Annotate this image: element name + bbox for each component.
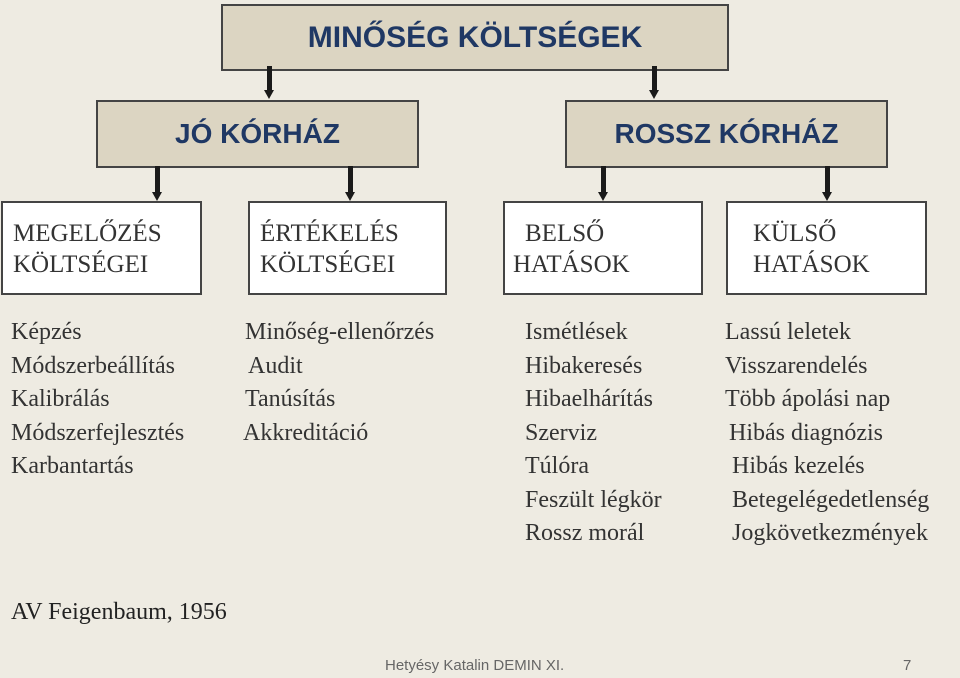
arrow-title-to-bad [649,66,660,100]
list-item: Tanúsítás [245,386,336,412]
prevention-items-list [11,316,184,484]
category-label-line2: KÖLTSÉGEI [13,251,149,278]
page-number: 7 [903,657,912,674]
list-item: Kalibrálás [11,386,110,412]
list-item: Hibaelhárítás [525,386,653,412]
arrow-good-to-appraisal [345,166,356,202]
good-hospital-label: JÓ KÓRHÁZ [175,118,340,149]
category-label-line1: BELSŐ [525,220,605,247]
list-item: Ismétlések [525,319,628,345]
list-item: Karbantartás [11,453,134,479]
appraisal-items-list [245,316,434,450]
internal-effects-list [525,316,662,551]
category-label-line2: HATÁSOK [753,251,870,278]
footer-author: Hetyésy Katalin DEMIN XI. [385,657,565,674]
list-item: Minőség-ellenőrzés [245,319,435,345]
external-effects-list [725,316,929,551]
good-hospital-box [96,100,419,168]
list-item: Betegelégedetlenség [732,486,930,513]
category-appraisal-costs [248,201,447,295]
list-item: Jogkövetkezmények [732,520,928,546]
title-box [221,4,729,71]
category-label-line1: ÉRTÉKELÉS [260,220,399,247]
category-label-line2: HATÁSOK [513,251,630,278]
bad-hospital-label: ROSSZ KÓRHÁZ [614,118,839,149]
list-item: Szerviz [525,419,597,446]
arrow-good-to-prevention [152,166,163,202]
list-item: Hibás kezelés [732,453,865,479]
list-item: Audit [248,352,303,379]
arrow-title-to-good [264,66,275,100]
category-label-line2: KÖLTSÉGEI [260,251,396,278]
list-item: Feszült légkör [525,486,662,513]
category-internal-effects [503,201,703,295]
list-item: Akkreditáció [243,419,369,446]
list-item: Rossz morál [525,520,645,546]
category-prevention-costs [1,201,202,295]
list-item: Túlóra [525,453,589,479]
list-item: Képzés [11,319,82,345]
arrow-bad-to-external [822,166,833,202]
list-item: Módszerfejlesztés [11,419,185,446]
list-item: Módszerbeállítás [11,352,175,379]
citation: AV Feigenbaum, 1956 [11,599,227,625]
arrow-bad-to-internal [598,166,609,202]
list-item: Visszarendelés [725,352,868,379]
list-item: Hibás diagnózis [729,419,883,446]
list-item: Hibakeresés [525,352,643,379]
list-item: Több ápolási nap [725,386,891,412]
category-label-line1: MEGELŐZÉS [13,220,162,247]
category-label-line1: KÜLSŐ [753,220,837,247]
category-external-effects [726,201,927,295]
diagram-title: MINŐSÉG KÖLTSÉGEK [307,20,643,54]
bad-hospital-box [565,100,888,168]
list-item: Lassú leletek [725,319,851,345]
